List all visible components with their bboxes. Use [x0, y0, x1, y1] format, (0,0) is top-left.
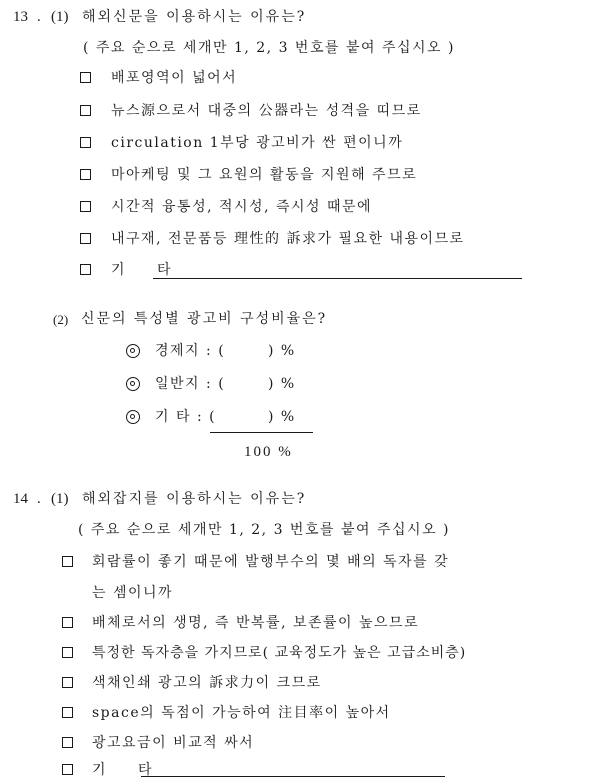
- q13-sub1-marker: (1): [51, 9, 69, 25]
- double-circle-icon: [126, 410, 140, 424]
- q13-option-5-checkbox[interactable]: [80, 201, 91, 212]
- q14-other-write-line[interactable]: [141, 776, 445, 777]
- q14-option-5-label: space의 독점이 가능하여 注目率이 높아서: [92, 705, 391, 721]
- q13-option-4-label: 마아케팅 및 그 요원의 활동을 지원해 주므로: [111, 167, 418, 183]
- q14-option-other-label: 기 타: [92, 762, 166, 778]
- q14-option-other-checkbox[interactable]: [62, 764, 73, 775]
- q13-sub2-item-1-close: ) %: [268, 343, 296, 359]
- q13-sub2-item-3-close: ) %: [268, 409, 296, 425]
- q14-option-2-label: 배체로서의 생명, 즉 반복률, 보존률이 높으므로: [92, 615, 420, 631]
- q14-option-3-checkbox[interactable]: [62, 647, 73, 658]
- q13-sub2-item-3-label: 기 타 : (: [155, 409, 217, 425]
- q13-sub1-question: 해외신문을 이용하시는 이유는?: [82, 9, 307, 25]
- q14-option-5-checkbox[interactable]: [62, 707, 73, 718]
- q14-option-6-checkbox[interactable]: [62, 737, 73, 748]
- q14-option-2-checkbox[interactable]: [62, 617, 73, 628]
- q13-option-3-label: circulation 1부당 광고비가 싼 편이니까: [111, 135, 404, 151]
- q13-sub2-marker: (2): [53, 312, 69, 327]
- q13-option-6-label: 내구재, 전문품등 理性的 訴求가 필요한 내용이므로: [111, 231, 465, 247]
- double-circle-icon: [126, 344, 140, 358]
- q14-option-4-checkbox[interactable]: [62, 677, 73, 688]
- q13-sub2-item-2-close: ) %: [268, 376, 296, 392]
- q13-number: 13: [13, 9, 28, 25]
- q14-sub1-question: 해외잡지를 이용하시는 이유는?: [82, 491, 307, 507]
- q13-option-4-checkbox[interactable]: [80, 169, 91, 180]
- q14-sub1-instruction: ( 주요 순으로 세개만 1, 2, 3 번호를 붙여 주십시오 ): [78, 522, 450, 538]
- q13-option-3-checkbox[interactable]: [80, 137, 91, 148]
- q14-number: 14: [13, 491, 28, 507]
- q13-sub2-total: 100 %: [244, 444, 293, 460]
- q14-sub1-marker: (1): [51, 491, 69, 507]
- double-circle-icon: [126, 377, 140, 391]
- q13-option-2-checkbox[interactable]: [80, 105, 91, 116]
- q14-sep: .: [37, 491, 41, 507]
- q13-sub2-sum-line: [210, 432, 313, 433]
- q13-sep: .: [37, 9, 41, 25]
- q14-option-4-label: 색채인쇄 광고의 訴求力이 크므로: [92, 675, 322, 691]
- q13-option-other-label: 기 타: [111, 262, 185, 278]
- q13-other-write-line[interactable]: [153, 278, 522, 279]
- q13-option-6-checkbox[interactable]: [80, 233, 91, 244]
- q13-option-1-label: 배포영역이 넓어서: [111, 70, 238, 86]
- q13-sub1-instruction: ( 주요 순으로 세개만 1, 2, 3 번호를 붙여 주십시오 ): [83, 40, 455, 56]
- q13-sub2-question: 신문의 특성별 광고비 구성비율은?: [81, 311, 328, 327]
- q13-sub2-item-2-label: 일반지 : (: [155, 376, 226, 392]
- q13-option-2-label: 뉴스源으로서 대중의 公器라는 성격을 띠므로: [111, 103, 422, 119]
- q14-option-3-label: 특정한 독자층을 가지므로( 교육정도가 높은 고급소비층): [92, 645, 467, 661]
- q13-sub2-item-1-label: 경제지 : (: [155, 343, 226, 359]
- q14-option-6-label: 광고요금이 비교적 싸서: [92, 735, 255, 751]
- q14-option-1-continuation: 는 셈이니까: [92, 585, 174, 601]
- q13-option-1-checkbox[interactable]: [80, 72, 91, 83]
- q14-option-1-label: 회람률이 좋기 때문에 발행부수의 몇 배의 독자를 갖: [92, 554, 450, 570]
- q13-option-other-checkbox[interactable]: [80, 264, 91, 275]
- q14-option-1-checkbox[interactable]: [62, 556, 73, 567]
- q13-option-5-label: 시간적 융통성, 적시성, 즉시성 때문에: [111, 199, 373, 215]
